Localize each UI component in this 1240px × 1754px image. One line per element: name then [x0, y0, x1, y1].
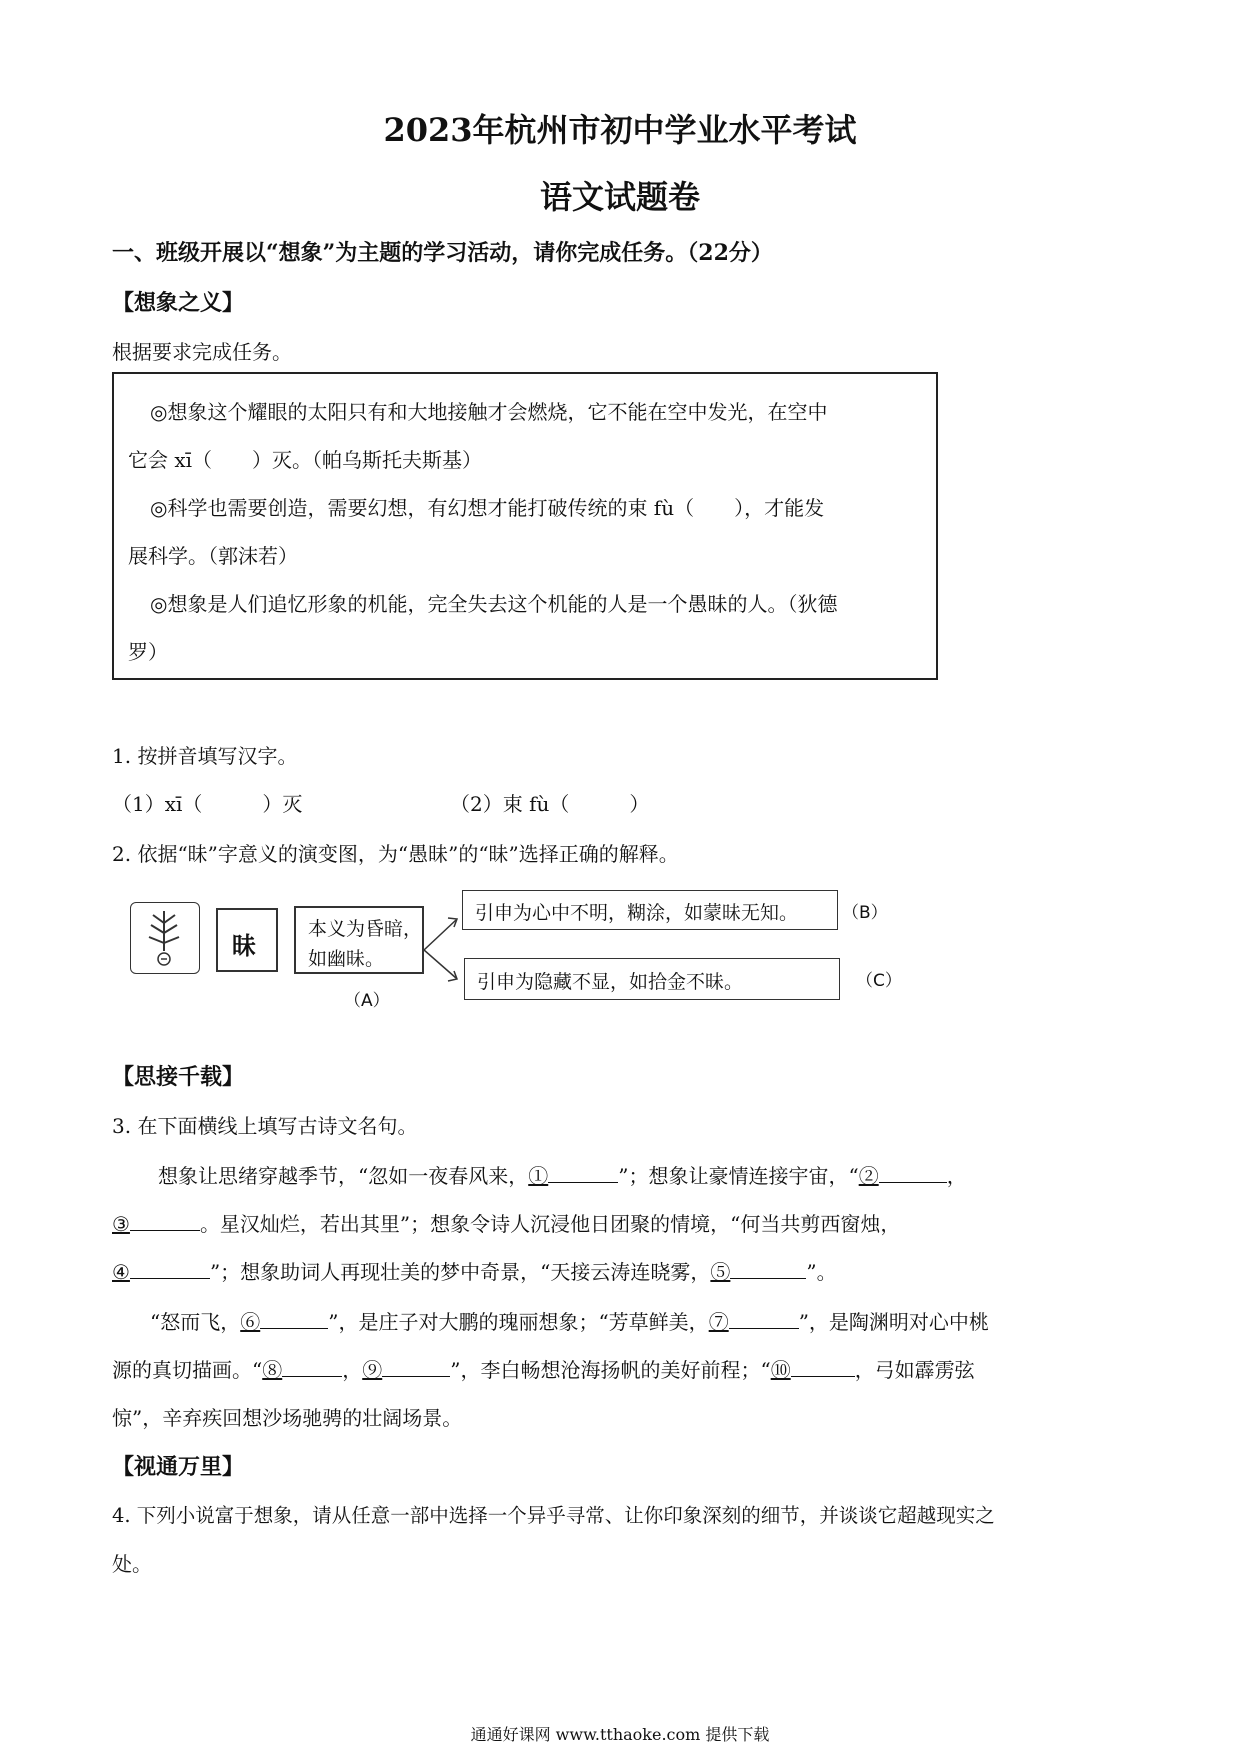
fill-text: ， — [342, 1358, 363, 1382]
label-b: （B） — [842, 903, 888, 923]
blank-number: ② — [858, 1164, 879, 1188]
evolution-diagram — [112, 888, 932, 1038]
fill-text: 想象让思绪穿越季节，“忽如一夜春风来， — [158, 1164, 529, 1188]
poem-fill-line: 惊”，辛弃疾回想沙场驰骋的壮阔场景。 — [112, 1406, 463, 1430]
answer-blank[interactable] — [130, 1208, 200, 1231]
question-1-item-a: （1）xī（ ）灭 — [112, 792, 303, 816]
poem-fill-line — [112, 1256, 837, 1285]
blank-number: ⑥ — [240, 1310, 261, 1334]
answer-blank[interactable] — [791, 1354, 855, 1377]
original-meaning-line2: 如幽昧。 — [308, 948, 385, 970]
blank-number: ⑩ — [770, 1358, 791, 1382]
original-meaning-box — [294, 906, 424, 974]
plant-sun-glyph-icon — [131, 903, 198, 972]
quote-line: 它会 xī（ ）灭。（帕乌斯托夫斯基） — [128, 448, 483, 472]
part-label-vision: 【视通万里】 — [112, 1454, 245, 1480]
fill-text: ”，是陶渊明对心中桃 — [798, 1310, 989, 1334]
fill-text: “怒而飞， — [150, 1310, 241, 1334]
character-mei: 昧 — [232, 932, 256, 960]
answer-blank[interactable] — [130, 1256, 210, 1279]
extended-meaning-b-box — [462, 890, 838, 930]
extended-meaning-c-box — [464, 958, 840, 1000]
blank-number: ⑦ — [708, 1310, 729, 1334]
question-1-item-b: （2）束 fù（ ） — [450, 792, 650, 816]
quote-line: 展科学。（郭沫若） — [128, 544, 298, 568]
question-4-line2: 处。 — [112, 1552, 152, 1576]
exam-subtitle: 语文试题卷 — [539, 178, 700, 216]
question-3: 3. 在下面横线上填写古诗文名句。 — [112, 1114, 418, 1138]
poem-fill-line — [150, 1306, 989, 1335]
page-footer: 通通好课网 www.tthaoke.com 提供下载 — [470, 1725, 770, 1744]
blank-number: ⑤ — [710, 1260, 731, 1284]
ancient-glyph-image — [130, 902, 200, 974]
answer-blank[interactable] — [730, 1256, 806, 1279]
blank-number: ③ — [112, 1212, 130, 1236]
fill-text: 。星汉灿烂，若出其里”；想象令诗人沉浸他日团聚的情境，“何当共剪西窗烛， — [199, 1212, 901, 1236]
question-1: 1. 按拼音填写汉字。 — [112, 744, 298, 768]
blank-number: ① — [528, 1164, 549, 1188]
label-a: （A） — [344, 991, 390, 1011]
fill-text: ”，是庄子对大鹏的瑰丽想象；“芳草鲜美， — [328, 1310, 709, 1334]
answer-blank[interactable] — [282, 1354, 342, 1377]
task-intro: 根据要求完成任务。 — [112, 340, 292, 364]
poem-fill-line — [112, 1354, 975, 1383]
character-box — [216, 908, 278, 972]
fill-text: ， — [946, 1164, 967, 1188]
question-2: 2. 依据“昧”字意义的演变图，为“愚昧”的“昧”选择正确的解释。 — [112, 842, 679, 866]
quote-line: 罗） — [128, 640, 168, 664]
answer-blank[interactable] — [879, 1160, 947, 1183]
fill-text: ”，李白畅想沧海扬帆的美好前程；“ — [450, 1358, 771, 1382]
blank-number: ④ — [112, 1260, 130, 1284]
answer-blank[interactable] — [548, 1160, 618, 1183]
section-heading: 一、班级开展以“想象”为主题的学习活动，请你完成任务。（22分） — [112, 240, 773, 266]
fill-text: ，弓如霹雳弦 — [854, 1358, 975, 1382]
extended-meaning-c: 引申为隐藏不显，如拾金不昧。 — [477, 971, 744, 993]
quote-box — [112, 372, 938, 680]
part-label-thousand-years: 【思接千载】 — [112, 1064, 245, 1090]
blank-number: ⑧ — [262, 1358, 283, 1382]
fill-text: 源的真切描画。“ — [112, 1358, 263, 1382]
question-4-line1: 4. 下列小说富于想象，请从任意一部中选择一个异乎寻常、让你印象深刻的细节，并谈谈它超越现实之 — [112, 1504, 995, 1527]
quote-line: ◎科学也需要创造，需要幻想，有幻想才能打破传统的束 fù（ ），才能发 — [150, 496, 825, 520]
branch-arrows — [424, 898, 464, 998]
answer-blank[interactable] — [382, 1354, 450, 1377]
exam-title: 2023年杭州市初中学业水平考试 — [383, 111, 857, 149]
original-meaning-line1: 本义为昏暗， — [308, 918, 423, 940]
extended-meaning-b: 引申为心中不明，糊涂，如蒙昧无知。 — [475, 902, 799, 924]
quote-line: ◎想象这个耀眼的太阳只有和大地接触才会燃烧，它不能在空中发光，在空中 — [150, 400, 828, 424]
fill-text: ”；想象让豪情连接宇宙，“ — [618, 1164, 859, 1188]
part-label-meaning: 【想象之义】 — [112, 290, 245, 316]
fill-text: ”；想象助词人再现壮美的梦中奇景，“天接云涛连晓雾， — [209, 1260, 711, 1284]
answer-blank[interactable] — [260, 1306, 328, 1329]
poem-fill-line — [158, 1160, 967, 1189]
quote-line: ◎想象是人们追忆形象的机能，完全失去这个机能的人是一个愚昧的人。（狄德 — [150, 592, 838, 616]
blank-number: ⑨ — [362, 1358, 383, 1382]
poem-fill-line — [112, 1208, 900, 1237]
label-c: （C） — [856, 971, 902, 991]
fill-text: ”。 — [806, 1260, 837, 1284]
answer-blank[interactable] — [729, 1306, 799, 1329]
